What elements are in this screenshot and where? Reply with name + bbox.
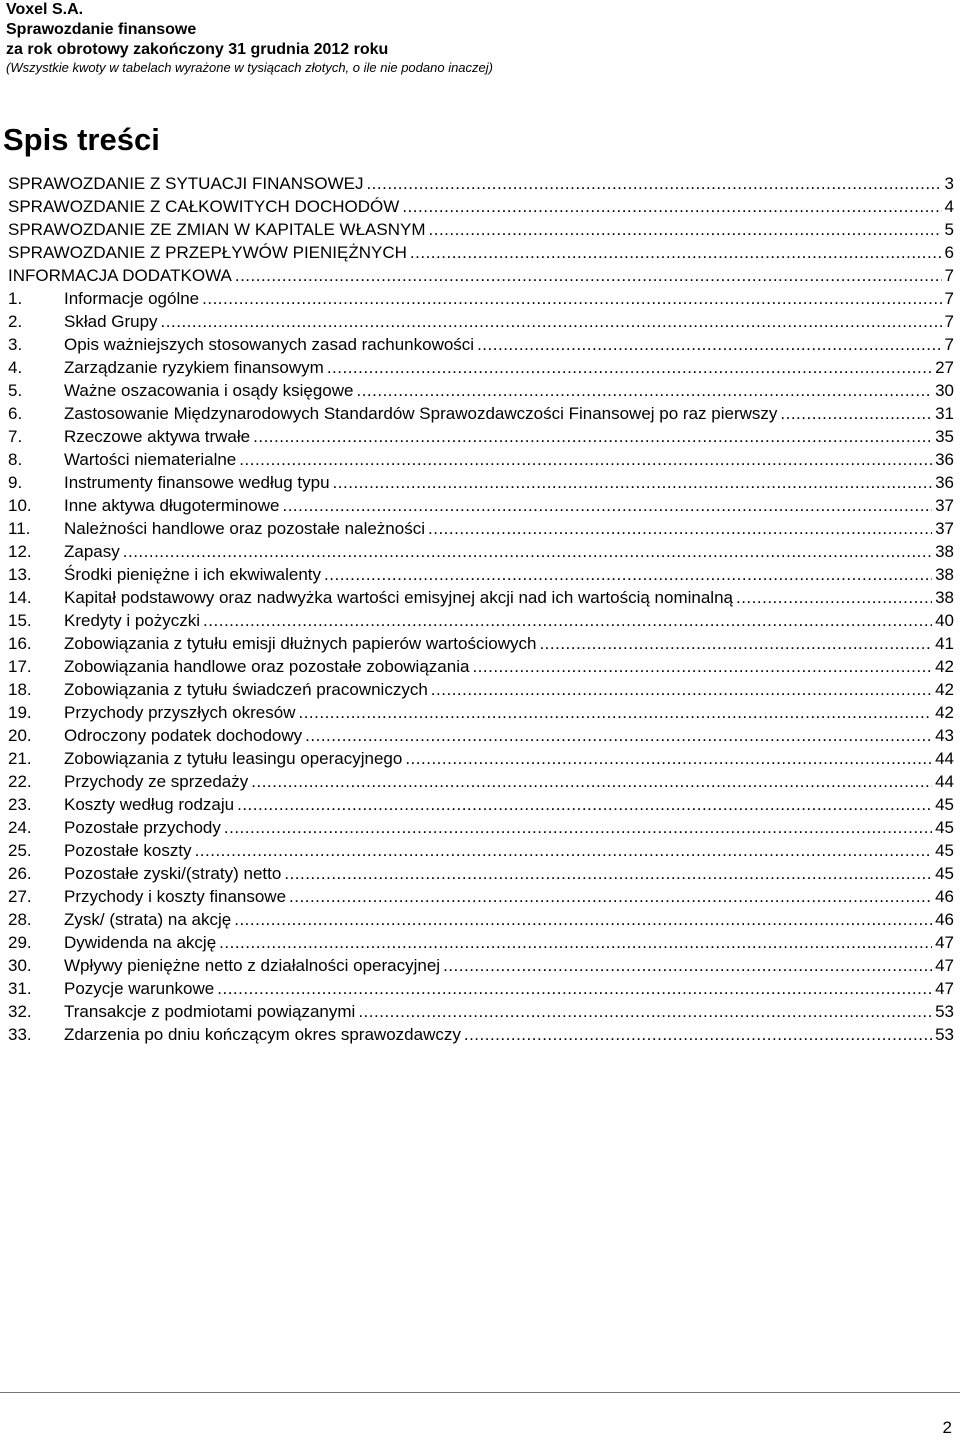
toc-entry-number: 25. bbox=[8, 841, 32, 860]
toc-dot-leader bbox=[282, 494, 932, 517]
toc-entry-page: 6 bbox=[944, 243, 954, 262]
toc-entry-number: 27. bbox=[8, 887, 32, 906]
toc-entry-number: 32. bbox=[8, 1002, 32, 1021]
toc-entry-page: 47 bbox=[935, 956, 954, 975]
toc-dot-leader bbox=[234, 908, 932, 931]
toc-entry-page: 38 bbox=[935, 542, 954, 561]
toc-entry-page: 5 bbox=[944, 220, 954, 239]
toc-entry-page: 43 bbox=[935, 726, 954, 745]
toc-entry-title: Kredyty i pożyczki bbox=[64, 611, 201, 630]
toc-dot-leader bbox=[429, 218, 942, 241]
toc-entry-number: 12. bbox=[8, 542, 32, 561]
toc-entry-page: 46 bbox=[935, 887, 954, 906]
toc-entry[interactable] bbox=[8, 172, 954, 195]
toc-entry-title: Pozostałe zyski/(straty) netto bbox=[64, 864, 282, 883]
toc-entry-number: 10. bbox=[8, 496, 32, 515]
toc-dot-leader bbox=[402, 195, 941, 218]
toc-entry[interactable] bbox=[8, 655, 954, 678]
toc-entry-title: Pozostałe koszty bbox=[64, 841, 192, 860]
toc-entry-page: 38 bbox=[935, 565, 954, 584]
toc-dot-leader bbox=[443, 954, 932, 977]
toc-entry-page: 53 bbox=[935, 1002, 954, 1021]
toc-dot-leader bbox=[237, 793, 932, 816]
table-of-contents bbox=[8, 172, 954, 1046]
toc-entry-page: 44 bbox=[935, 772, 954, 791]
toc-entry-title: INFORMACJA DODATKOWA bbox=[8, 266, 232, 285]
toc-dot-leader bbox=[203, 609, 932, 632]
toc-dot-leader bbox=[217, 977, 932, 1000]
toc-dot-leader bbox=[780, 402, 932, 425]
toc-entry[interactable] bbox=[8, 1023, 954, 1046]
toc-entry[interactable] bbox=[8, 425, 954, 448]
toc-entry[interactable] bbox=[8, 264, 954, 287]
toc-entry-title: Kapitał podstawowy oraz nadwyżka wartości emisyjnej akcji nad ich wartością nominalną bbox=[64, 588, 733, 607]
toc-dot-leader bbox=[195, 839, 933, 862]
toc-entry[interactable] bbox=[8, 609, 954, 632]
toc-entry-page: 35 bbox=[935, 427, 954, 446]
toc-entry[interactable] bbox=[8, 747, 954, 770]
toc-entry-number: 13. bbox=[8, 565, 32, 584]
toc-entry[interactable] bbox=[8, 471, 954, 494]
toc-entry[interactable] bbox=[8, 839, 954, 862]
toc-entry-number: 21. bbox=[8, 749, 32, 768]
toc-entry-number: 7. bbox=[8, 427, 23, 446]
toc-entry-title: Opis ważniejszych stosowanych zasad rachunkowości bbox=[64, 335, 475, 354]
toc-dot-leader bbox=[284, 862, 932, 885]
toc-entry-title: Informacje ogólne bbox=[64, 289, 200, 308]
toc-entry-title: Zobowiązania z tytułu emisji dłużnych papierów wartościowych bbox=[64, 634, 537, 653]
toc-entry-title: Przychody przyszłych okresów bbox=[64, 703, 296, 722]
toc-dot-leader bbox=[253, 425, 932, 448]
toc-entry-page: 7 bbox=[944, 289, 954, 308]
toc-dot-leader bbox=[327, 356, 932, 379]
toc-entry-page: 42 bbox=[935, 680, 954, 699]
toc-entry-page: 36 bbox=[935, 450, 954, 469]
toc-entry-title: Zastosowanie Międzynarodowych Standardów Sprawozdawczości Finansowej po raz pierwszy bbox=[64, 404, 778, 423]
toc-entry-title: Zdarzenia po dniu kończącym okres sprawozdawczy bbox=[64, 1025, 461, 1044]
toc-entry[interactable] bbox=[8, 402, 954, 425]
toc-entry-title: Skład Grupy bbox=[64, 312, 158, 331]
toc-dot-leader bbox=[219, 931, 932, 954]
toc-entry[interactable] bbox=[8, 540, 954, 563]
toc-entry-title: SPRAWOZDANIE ZE ZMIAN W KAPITALE WŁASNYM bbox=[8, 220, 426, 239]
toc-entry-page: 42 bbox=[935, 703, 954, 722]
toc-dot-leader bbox=[161, 310, 942, 333]
toc-entry-number: 23. bbox=[8, 795, 32, 814]
toc-entry[interactable] bbox=[8, 977, 954, 1000]
toc-entry[interactable] bbox=[8, 885, 954, 908]
toc-entry[interactable] bbox=[8, 678, 954, 701]
page-title: Spis treści bbox=[3, 122, 160, 157]
toc-entry[interactable] bbox=[8, 448, 954, 471]
reporting-period: za rok obrotowy zakończony 31 grudnia 2012 roku bbox=[6, 41, 389, 58]
toc-dot-leader bbox=[239, 448, 932, 471]
toc-dot-leader bbox=[251, 770, 932, 793]
toc-entry-number: 28. bbox=[8, 910, 32, 929]
company-name: Voxel S.A. bbox=[6, 1, 84, 18]
toc-entry[interactable] bbox=[8, 862, 954, 885]
toc-dot-leader bbox=[289, 885, 932, 908]
toc-dot-leader bbox=[410, 241, 942, 264]
toc-entry[interactable] bbox=[8, 287, 954, 310]
toc-entry-page: 40 bbox=[935, 611, 954, 630]
toc-entry-number: 16. bbox=[8, 634, 32, 653]
toc-entry-page: 47 bbox=[935, 933, 954, 952]
toc-entry-title: Koszty według rodzaju bbox=[64, 795, 235, 814]
toc-entry[interactable] bbox=[8, 241, 954, 264]
toc-entry-number: 11. bbox=[8, 519, 31, 538]
toc-entry-number: 19. bbox=[8, 703, 32, 722]
toc-entry-number: 8. bbox=[8, 450, 23, 469]
toc-entry[interactable] bbox=[8, 1000, 954, 1023]
toc-entry-title: Transakcje z podmiotami powiązanymi bbox=[64, 1002, 356, 1021]
toc-dot-leader bbox=[224, 816, 932, 839]
toc-entry-page: 4 bbox=[944, 197, 954, 216]
toc-dot-leader bbox=[324, 563, 932, 586]
toc-entry[interactable] bbox=[8, 195, 954, 218]
toc-entry-title: Inne aktywa długoterminowe bbox=[64, 496, 280, 515]
toc-entry-title: Zysk/ (strata) na akcję bbox=[64, 910, 232, 929]
toc-entry[interactable] bbox=[8, 310, 954, 333]
toc-entry-title: Należności handlowe oraz pozostałe należności bbox=[64, 519, 425, 538]
toc-entry-title: SPRAWOZDANIE Z CAŁKOWITYCH DOCHODÓW bbox=[8, 197, 400, 216]
toc-entry-number: 15. bbox=[8, 611, 32, 630]
toc-entry-page: 27 bbox=[935, 358, 954, 377]
toc-entry[interactable] bbox=[8, 724, 954, 747]
toc-entry-number: 1. bbox=[8, 289, 23, 308]
toc-entry-page: 41 bbox=[935, 634, 954, 653]
toc-entry[interactable] bbox=[8, 770, 954, 793]
toc-dot-leader bbox=[431, 678, 932, 701]
toc-entry-number: 31. bbox=[8, 979, 32, 998]
toc-entry-number: 30. bbox=[8, 956, 32, 975]
toc-entry-page: 3 bbox=[944, 174, 954, 193]
toc-entry[interactable] bbox=[8, 931, 954, 954]
toc-entry[interactable] bbox=[8, 517, 954, 540]
document-type: Sprawozdanie finansowe bbox=[6, 21, 197, 38]
toc-entry-title: Zobowiązania z tytułu leasingu operacyjnego bbox=[64, 749, 403, 768]
toc-entry-page: 45 bbox=[935, 864, 954, 883]
toc-entry-title: Rzeczowe aktywa trwałe bbox=[64, 427, 251, 446]
toc-entry-page: 7 bbox=[944, 312, 954, 331]
toc-dot-leader bbox=[736, 586, 932, 609]
toc-entry-title: Dywidenda na akcję bbox=[64, 933, 217, 952]
document-header bbox=[6, 0, 493, 76]
toc-entry[interactable] bbox=[8, 632, 954, 655]
toc-entry-number: 29. bbox=[8, 933, 32, 952]
toc-dot-leader bbox=[356, 379, 932, 402]
toc-entry-title: Instrumenty finansowe według typu bbox=[64, 473, 330, 492]
toc-entry-number: 33. bbox=[8, 1025, 32, 1044]
toc-entry-title: Przychody ze sprzedaży bbox=[64, 772, 249, 791]
toc-entry-title: SPRAWOZDANIE Z PRZEPŁYWÓW PIENIĘŻNYCH bbox=[8, 243, 407, 262]
toc-dot-leader bbox=[366, 172, 941, 195]
toc-entry-page: 7 bbox=[944, 335, 954, 354]
toc-entry-page: 37 bbox=[935, 519, 954, 538]
toc-entry-page: 47 bbox=[935, 979, 954, 998]
toc-entry[interactable] bbox=[8, 379, 954, 402]
toc-entry-title: Wpływy pieniężne netto z działalności operacyjnej bbox=[64, 956, 441, 975]
toc-dot-leader bbox=[202, 287, 941, 310]
toc-entry-page: 7 bbox=[944, 266, 954, 285]
toc-dot-leader bbox=[464, 1023, 932, 1046]
toc-entry-number: 9. bbox=[8, 473, 23, 492]
toc-entry-title: Zobowiązania handlowe oraz pozostałe zobowiązania bbox=[64, 657, 470, 676]
toc-entry[interactable] bbox=[8, 908, 954, 931]
toc-entry-title: Zobowiązania z tytułu świadczeń pracowniczych bbox=[64, 680, 428, 699]
toc-entry-number: 26. bbox=[8, 864, 32, 883]
amounts-note: (Wszystkie kwoty w tabelach wyrażone w tysiącach złotych, o ile nie podano inaczej) bbox=[6, 60, 493, 75]
toc-entry[interactable] bbox=[8, 356, 954, 379]
toc-dot-leader bbox=[405, 747, 932, 770]
toc-entry-title: Odroczony podatek dochodowy bbox=[64, 726, 303, 745]
toc-entry[interactable] bbox=[8, 816, 954, 839]
toc-entry[interactable] bbox=[8, 954, 954, 977]
toc-entry-number: 17. bbox=[8, 657, 32, 676]
toc-dot-leader bbox=[333, 471, 933, 494]
toc-entry[interactable] bbox=[8, 563, 954, 586]
toc-entry-title: Pozycje warunkowe bbox=[64, 979, 215, 998]
toc-entry-page: 31 bbox=[935, 404, 954, 423]
toc-dot-leader bbox=[305, 724, 932, 747]
toc-entry-page: 45 bbox=[935, 841, 954, 860]
toc-entry-page: 42 bbox=[935, 657, 954, 676]
toc-entry-title: SPRAWOZDANIE Z SYTUACJI FINANSOWEJ bbox=[8, 174, 364, 193]
toc-dot-leader bbox=[539, 632, 932, 655]
toc-entry-number: 6. bbox=[8, 404, 23, 423]
toc-entry-number: 2. bbox=[8, 312, 23, 331]
toc-entry-title: Wartości niematerialne bbox=[64, 450, 237, 469]
toc-entry[interactable] bbox=[8, 333, 954, 356]
toc-entry-title: Zapasy bbox=[64, 542, 120, 561]
toc-entry-number: 22. bbox=[8, 772, 32, 791]
toc-entry-page: 36 bbox=[935, 473, 954, 492]
toc-entry-page: 30 bbox=[935, 381, 954, 400]
footer-divider bbox=[0, 1392, 960, 1393]
toc-entry-number: 14. bbox=[8, 588, 32, 607]
toc-entry-page: 44 bbox=[935, 749, 954, 768]
toc-entry-page: 46 bbox=[935, 910, 954, 929]
toc-dot-leader bbox=[298, 701, 932, 724]
toc-entry[interactable] bbox=[8, 494, 954, 517]
toc-entry-title: Ważne oszacowania i osądy księgowe bbox=[64, 381, 354, 400]
toc-entry-title: Pozostałe przychody bbox=[64, 818, 221, 837]
toc-entry-title: Środki pieniężne i ich ekwiwalenty bbox=[64, 565, 322, 584]
toc-entry[interactable] bbox=[8, 793, 954, 816]
toc-dot-leader bbox=[472, 655, 932, 678]
page-number: 2 bbox=[942, 1418, 952, 1437]
toc-entry-page: 53 bbox=[935, 1025, 954, 1044]
toc-entry[interactable] bbox=[8, 218, 954, 241]
toc-dot-leader bbox=[428, 517, 932, 540]
toc-entry[interactable] bbox=[8, 586, 954, 609]
toc-entry-number: 20. bbox=[8, 726, 32, 745]
toc-entry-title: Zarządzanie ryzykiem finansowym bbox=[64, 358, 324, 377]
toc-entry-number: 4. bbox=[8, 358, 23, 377]
toc-entry-page: 37 bbox=[935, 496, 954, 515]
toc-entry-number: 3. bbox=[8, 335, 23, 354]
toc-entry-title: Przychody i koszty finansowe bbox=[64, 887, 287, 906]
toc-dot-leader bbox=[235, 264, 942, 287]
toc-entry-number: 5. bbox=[8, 381, 23, 400]
toc-entry-number: 18. bbox=[8, 680, 32, 699]
toc-dot-leader bbox=[358, 1000, 932, 1023]
toc-entry[interactable] bbox=[8, 701, 954, 724]
toc-dot-leader bbox=[123, 540, 932, 563]
toc-entry-page: 45 bbox=[935, 818, 954, 837]
toc-entry-page: 38 bbox=[935, 588, 954, 607]
toc-entry-number: 24. bbox=[8, 818, 32, 837]
toc-entry-page: 45 bbox=[935, 795, 954, 814]
toc-dot-leader bbox=[477, 333, 941, 356]
